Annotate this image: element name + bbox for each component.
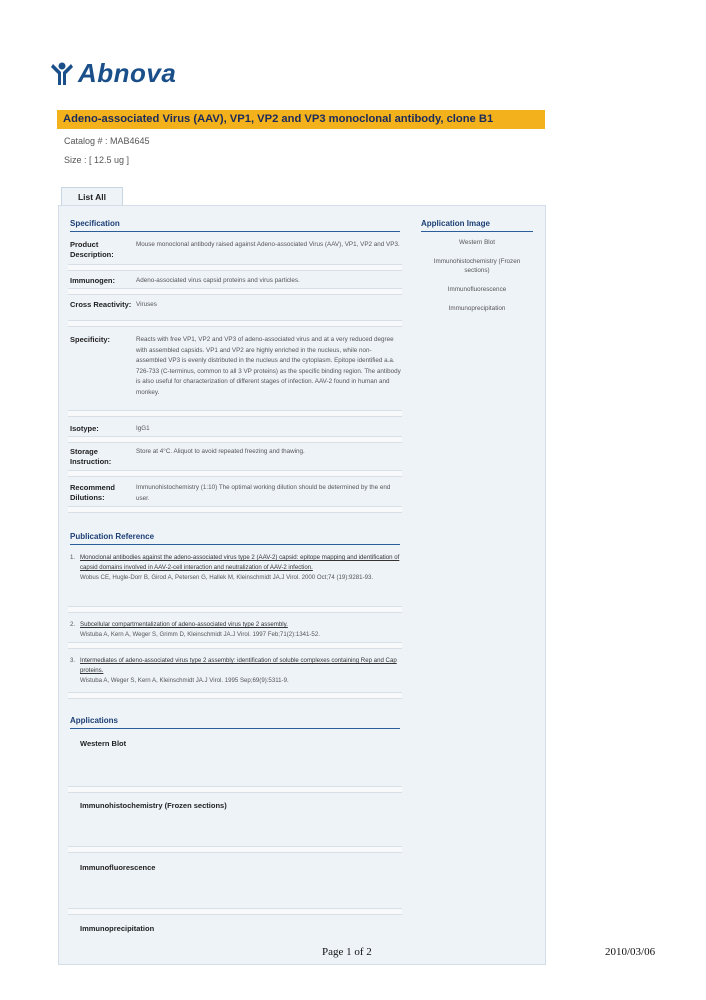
spec-value: Mouse monoclonal antibody raised against Adeno-associated Virus (AAV), VP1, VP2 and VP3.: [136, 241, 400, 248]
row-divider: [68, 470, 402, 477]
row-divider: [68, 642, 402, 649]
row-divider: [68, 908, 402, 915]
spec-label: Isotype:: [70, 424, 99, 433]
row-divider: [68, 606, 402, 613]
spec-value: Adeno-associated virus capsid proteins and virus particles.: [136, 277, 300, 284]
spec-label: Cross Reactivity:: [70, 300, 132, 309]
spec-label: Storage Instruction:: [70, 447, 112, 466]
publication-item: [70, 656, 402, 686]
spec-value: IgG1: [136, 425, 150, 432]
row-divider: [68, 320, 402, 327]
row-divider: [68, 786, 402, 793]
publication-item: [70, 620, 402, 640]
product-size: Size : [ 12.5 ug ]: [64, 155, 130, 165]
publication-title-link[interactable]: Subcellular compartmentalization of adeno-associated virus type 2 assembly.: [80, 621, 288, 628]
publication-number: 2.: [70, 621, 76, 628]
publication-title-link[interactable]: Intermediates of adeno-associated virus type 2 assembly: identification of soluble complexes containing Rep and Cap proteins.: [80, 657, 397, 674]
application-image-link[interactable]: Immunofluorescence: [447, 286, 507, 293]
publication-number: 3.: [70, 657, 76, 664]
publication-item: [70, 553, 402, 583]
application-item: Immunofluorescence: [80, 863, 156, 872]
spec-label: Product Description:: [70, 240, 114, 259]
brand-name: Abnova: [78, 58, 177, 88]
page-number: Page 1 of 2: [322, 946, 372, 958]
row-divider: [68, 692, 402, 699]
row-divider: [68, 264, 402, 271]
application-item: Immunoprecipitation: [80, 924, 155, 933]
application-image-heading: Application Image: [421, 219, 533, 232]
row-divider: [68, 436, 402, 443]
spec-value: Immunohistochemistry (1:10) The optimal working dilution should be determined by the end user.: [136, 484, 391, 502]
tab-list-all[interactable]: List All: [61, 187, 123, 206]
application-item: Western Blot: [80, 739, 127, 748]
spec-label: Recommend Dilutions:: [70, 483, 116, 502]
application-image-link[interactable]: Immunoprecipitation: [448, 305, 506, 312]
publication-number: 1.: [70, 554, 76, 561]
publication-citation: Wistuba A, Kern A, Weger S, Grimm D, Kleinschmidt JA.J Virol. 1997 Feb;71(2):1341-52.: [80, 631, 320, 638]
application-item: Immunohistochemistry (Frozen sections): [80, 801, 227, 810]
print-date: 2010/03/06: [605, 946, 656, 958]
publication-heading: Publication Reference: [70, 532, 400, 545]
row-divider: [68, 410, 402, 417]
spec-value: Store at 4°C. Aliquot to avoid repeated freezing and thawing.: [136, 448, 305, 455]
publication-citation: Wobus CE, Hugle-Dorr B, Girod A, Petersen G, Hallek M, Kleinschmidt JA.J Virol. 2000 Oct;74 (19):9281-93.: [80, 574, 374, 581]
product-title: Adeno-associated Virus (AAV), VP1, VP2 and VP3 monoclonal antibody, clone B1: [57, 110, 545, 129]
row-divider: [68, 288, 402, 295]
applications-heading: Applications: [70, 716, 400, 729]
spec-label: Specificity:: [70, 335, 111, 344]
abnova-logo: [50, 58, 176, 89]
catalog-number: Catalog # : MAB4645: [64, 136, 150, 146]
application-image-list: [421, 238, 533, 323]
row-divider: [68, 506, 402, 513]
application-image-link[interactable]: Western Blot: [459, 239, 495, 246]
publication-title-link[interactable]: Monoclonal antibodies against the adeno-associated virus type 2 (AAV-2) capsid: epitope mapping and identification of capsid domains involved in AAV-2-cell interaction and neutralization of AAV-2 infection.: [80, 554, 400, 571]
specification-heading: Specification: [70, 219, 400, 232]
application-image-link[interactable]: Immunohistochemistry (Frozen sections): [433, 258, 521, 274]
spec-value: Viruses: [136, 301, 157, 308]
row-divider: [68, 846, 402, 853]
spec-value: Reacts with free VP1, VP2 and VP3 of adeno-associated virus and at a very reduced degree with assembled capsids. VP1 and VP2 are highly enriched in the nucleus, while non-assembled VP3 is evenly distributed in the nucleus and the cytoplasm. Epitope identified a.a. 726-733 (C-terminus, common to all 3 VP proteins) as the specific binding region. The antibody is also useful for characterization of different stages of infection. AAV-2 found in human and monkey.: [136, 336, 401, 396]
abnova-logo-icon: [50, 61, 74, 87]
publication-citation: Wistuba A, Weger S, Kern A, Kleinschmidt JA.J Virol. 1995 Sep;69(9):5311-9.: [80, 677, 289, 684]
spec-label: Immunogen:: [70, 276, 115, 285]
